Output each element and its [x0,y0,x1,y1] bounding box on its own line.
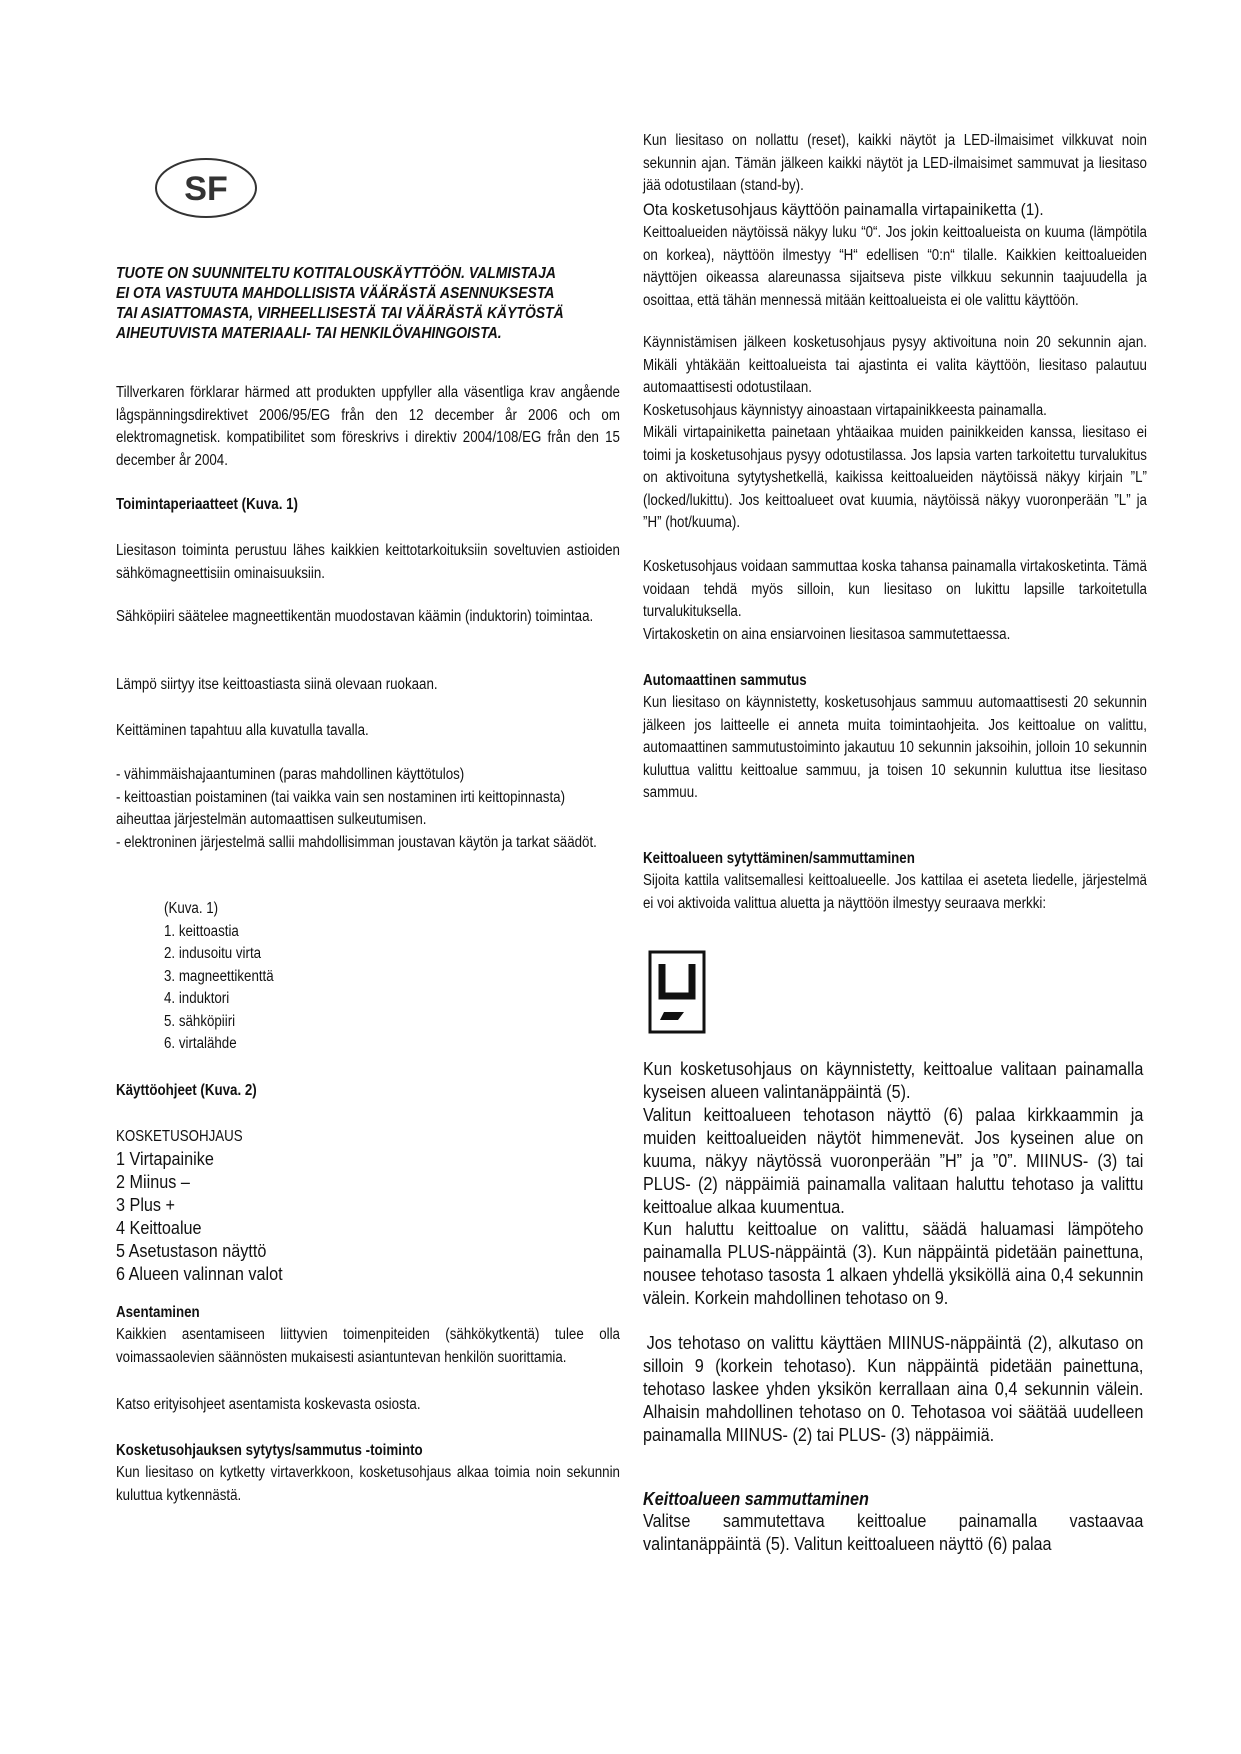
lock-text: Mikäli virtapainiketta painetaan yhtäaikaa muiden painikkeiden kanssa, liesitaso ei toimi ja kosketusohjaus pysyy odotustilassa. Jos lapsia varten tarkoitettu turvalukitus on aktivoituna sytytyshetkellä, kaikissa keittoalueiden näytöissä näkyy kirjain ”L” (locked/lukittu). Jos keittoalueet ovat kuumia, näytöissä näkyy vuoronperään ”L” ja ”H” (hot/kuuma). [643,424,1147,531]
principles-p4: Keittäminen tapahtuu alla kuvatulla tavalla. [116,722,369,739]
warning-line: TAI ASIATTOMASTA, VIRHEELLISESTÄ TAI VÄÄRÄSTÄ KÄYTÖSTÄ [116,305,564,322]
controls-list [116,1148,618,1286]
principles-p3: Lämpö siirtyy itse keittoastiasta siinä olevaan ruokaan. [116,676,438,693]
warning-line: TUOTE ON SUUNNITELTU KOTITALOUSKÄYTTÖÖN. VALMISTAJA [116,265,556,282]
select-zone-text: Kun kosketusohjaus on käynnistetty, keittoalue valitaan painamalla kyseisen alueen valintanäppäintä (5). [643,1059,1144,1102]
onoff-text: Kun liesitaso on kytketty virtaverkkoon, kosketusohjaus alkaa toimia noin sekunnin kuluttua kytkennästä. [116,1464,620,1504]
switch-off-text: Kosketusohjaus voidaan sammuttaa koska tahansa painamalla virtakosketinta. Tämä voidaan tehdä myös silloin, kun liesitaso on lukittu lapsille tarkoitetulla turvalukituksella. [643,558,1147,620]
control-item: 3 Plus + [116,1195,175,1215]
zone-display-text: Keittoalueiden näytöissä näkyy luku “0“. Jos jokin keittoalueista on kuuma (lämpötila on korkea), näyttöön ilmestyy “H“ edellisen “0:n“ tilalle. Kaikkien keittoalueiden näyttöjen oikeassa alareunassa sijaitseva piste vilkkuu sekunnin taajuudella ja osoittaa, että tähän mennessä mitään keittoalueista ei ole valittu käyttöön. [643,224,1147,309]
control-item: 1 Virtapainike [116,1149,214,1169]
install-text-2: Katso erityisohjeet asentamista koskevasta osiosta. [116,1396,421,1413]
control-item: 2 Miinus – [116,1172,190,1192]
badge-text: SF [184,170,228,208]
legend-item: 2. indusoitu virta [164,945,262,962]
legend-item: 6. virtalähde [164,1035,237,1052]
zone-off-heading: Keittoalueen sammuttaminen [643,1489,869,1509]
warning-line: AIHEUTUVISTA MATERIAALI- TAI HENKILÖVAHINGOISTA. [116,325,502,342]
zone-off-text: Valitse sammutettava keittoalue painamalla vastaavaa valintanäppäintä (5). Valitun keittoalueen näyttö (6) palaa [643,1511,1144,1554]
install-text: Kaikkien asentamiseen liittyvien toimenpiteiden (sähkökytkentä) tulee olla voimassaolevien säännösten mukaisesti asiantuntevan henkilön suorittamia. [116,1326,620,1366]
activate-text: Ota kosketusohjaus käyttöön painamalla virtapainiketta (1). [643,200,1044,219]
declaration-text: Tillverkaren förklarar härmed att produkten uppfyller alla väsentliga krav angående lågspänningsdirektivet 2006/95/EG från den 12 december år 2006 och om elektromagnetisk. kompatibilitet som föreskrivs i direktiv 2004/108/EG från den 15 december år 2004. [116,384,620,469]
warning-line: EI OTA VASTUUTA MAHDOLLISISTA VÄÄRÄSTÄ ASENNUKSESTA [116,285,555,302]
touch-label: KOSKETUSOHJAUS [116,1128,243,1145]
minus-button-text: Jos tehotaso on valittu käyttäen MIINUS-näppäintä (2), alkutaso on silloin 9 (korkein tehotaso). Kun näppäintä pidetään painettuna, tehotaso laskee yhden yksikön kerrallaan aina 0,4 sekunnin välein. Alhaisin mahdollinen tehotaso on 0. Tehotasoa voi säätää uudelleen painamalla MIINUS- (2) tai PLUS- (3) näppäimiä. [643,1333,1144,1445]
language-badge [154,156,258,220]
zone-heading: Keittoalueen sytyttäminen/sammuttaminen [643,850,915,867]
principles-heading: Toimintaperiaatteet (Kuva. 1) [116,496,298,513]
legend-item: (Kuva. 1) [164,900,219,917]
control-item: 4 Keittoalue [116,1218,202,1238]
principles-bullets [116,764,620,854]
principles-p2: Sähköpiiri säätelee magneettikentän muodostavan käämin (induktorin) toimintaa. [116,608,594,625]
bullet-item: - keittoastian poistaminen (tai vaikka vain sen nostaminen irti keittopinnasta) aiheuttaa järjestelmän automaattisen sulkeutumisen. [116,788,566,828]
plus-button-text: Kun haluttu keittoalue on valittu, säädä haluamasi lämpöteho painamalla PLUS-näppäintä (3). Kun näppäintä pidetään painettuna, nousee tehotaso tasosta 1 alkaen yhdellä yksiköllä aina 0,4 sekunnin välein. Korkein mahdollinen tehotaso on 9. [643,1219,1144,1308]
legend-item: 4. induktori [164,990,230,1007]
install-heading: Asentaminen [116,1304,200,1321]
legend-item: 1. keittoastia [164,922,239,940]
auto-off-heading: Automaattinen sammutus [643,672,807,689]
onoff-heading: Kosketusohjauksen sytytys/sammutus -toiminto [116,1442,423,1459]
power-level-text: Valitun keittoalueen tehotason näyttö (6) palaa kirkkaammin ja muiden keittoalueiden näytöt himmenevät. Jos kyseinen alue on kuuma, näkyy näytössä vuoronperään ”H” ja ”0”. MIINUS- (3) tai PLUS- (2) näppäimiä painamalla valitaan haluttu tehotaso ja valittu keittoalue alkaa kuumentua. [643,1105,1144,1217]
bullet-item: - elektroninen järjestelmä sallii mahdollisimman joustavan käytön ja tarkat säädöt. [116,833,597,851]
control-item: 5 Asetustason näyttö [116,1241,267,1261]
no-pan-symbol-icon [648,950,706,1034]
priority-text: Virtakosketin on aina ensiarvoinen liesitasoa sammutettaessa. [643,626,1011,643]
legend-item: 3. magneettikenttä [164,967,274,985]
bullet-item: - vähimmäishajaantuminen (paras mahdollinen käyttötulos) [116,766,465,783]
figure-legend [164,898,508,1056]
zone-text: Sijoita kattila valitsemallesi keittoalueelle. Jos kattilaa ei aseteta liedelle, järjestelmä ei voi aktivoida valittua aluetta ja näyttöön ilmestyy seuraava merkki: [643,872,1147,912]
reset-text: Kun liesitaso on nollattu (reset), kaikki näytöt ja LED-ilmaisimet vilkkuvat noin sekunnin ajan. Tämän jälkeen kaikki näytöt ja LED-ilmaisimet sammuvat ja liesitaso jää odotustilaan (stand-by). [643,132,1147,194]
control-item: 6 Alueen valinnan valot [116,1264,283,1284]
auto-off-text: Kun liesitaso on käynnistetty, kosketusohjaus sammuu automaattisesti 20 sekunnin jälkeen jos laitteelle ei anneta muita toimintaohjeita. Jos keittoalue on valittu, automaattinen sammutustoiminto jakautuu 10 sekunnin jaksoihin, jolloin 10 sekunnin kuluttua valittu keittoalue sammuu, ja toisen 10 sekunnin kuluttua itse liesitaso sammuu. [643,694,1147,801]
usage-heading: Käyttöohjeet (Kuva. 2) [116,1082,257,1099]
power-only-text: Kosketusohjaus käynnistyy ainoastaan virtapainikkeesta painamalla. [643,402,1047,419]
active-period-text: Käynnistämisen jälkeen kosketusohjaus pysyy aktivoituna noin 20 sekunnin ajan. Mikäli yhtäkään keittoalueista tai ajastinta ei valita käyttöön, liesitaso palautuu automaattisesti odotustilaan. [643,334,1147,396]
warning-block [116,264,636,344]
principles-p1: Liesitason toiminta perustuu lähes kaikkien keittotarkoituksiin soveltuvien astioiden sähkömagneettisiin ominaisuuksiin. [116,542,620,582]
legend-item: 5. sähköpiiri [164,1012,236,1030]
